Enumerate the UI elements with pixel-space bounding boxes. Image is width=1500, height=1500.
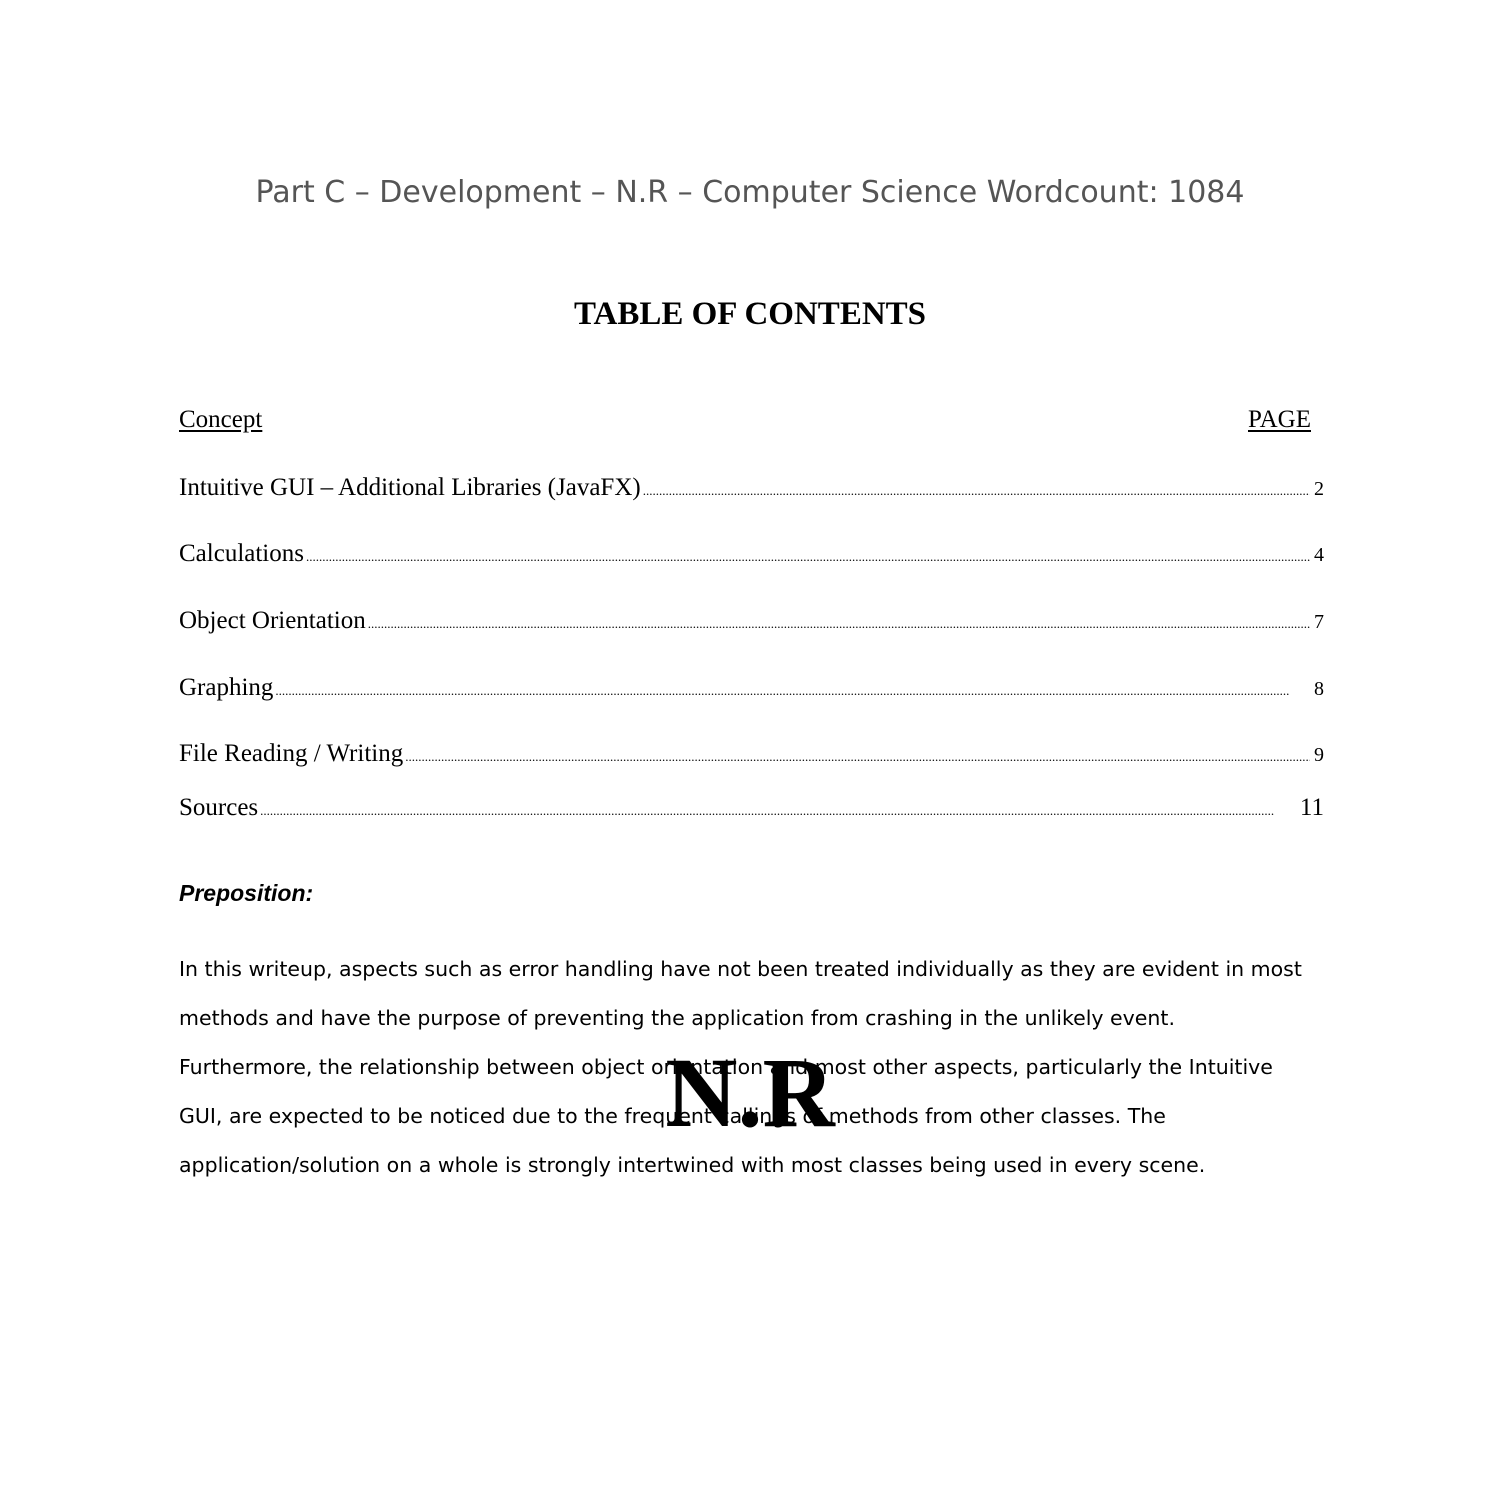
toc-entry-page: 7 <box>1314 611 1324 633</box>
toc-entry[interactable] <box>179 540 1324 568</box>
toc-leader-dots <box>306 549 1310 565</box>
toc-entry-label: Intuitive GUI – Additional Libraries (JavaFX) <box>179 474 641 501</box>
watermark: N.R <box>665 1037 835 1148</box>
preposition-line: methods and have the purpose of preventing the application from crashing in the unlikely event. <box>179 1006 1175 1030</box>
preposition-line: GUI, are expected to be noticed due to the frequent callings of methods from other classes. The <box>179 1104 1166 1128</box>
toc-leader-dots <box>405 749 1310 765</box>
preposition-line: In this writeup, aspects such as error handling have not been treated individually as they are evident in most <box>179 957 1302 981</box>
document-header: Part C – Development – N.R – Computer Science Wordcount: 1084 <box>255 175 1245 210</box>
toc-entry-page: 4 <box>1314 544 1324 566</box>
toc-entry[interactable] <box>179 740 1324 768</box>
toc-entry-label: File Reading / Writing <box>179 740 404 767</box>
preposition-title: Preposition: <box>179 880 314 906</box>
toc-entry[interactable] <box>179 674 1324 702</box>
toc-entry[interactable] <box>179 474 1324 502</box>
toc-entry-label: Calculations <box>179 540 304 567</box>
toc-title: TABLE OF CONTENTS <box>573 296 927 332</box>
toc-entry-label: Object Orientation <box>179 607 366 634</box>
toc-entry-page: 8 <box>1314 678 1324 700</box>
toc-entry[interactable] <box>179 794 1324 822</box>
preposition-line: Furthermore, the relationship between object orientation and most other aspects, particularly the Intuitive <box>179 1055 1273 1079</box>
toc-entry[interactable] <box>179 607 1324 635</box>
toc-entry-label: Sources <box>179 794 259 821</box>
toc-entry-page: 2 <box>1314 478 1324 500</box>
toc-entry-page: 11 <box>1299 794 1324 821</box>
toc-entry-label: Graphing <box>179 674 274 701</box>
toc-concept-heading: Concept <box>179 406 263 433</box>
toc-leader-dots <box>368 616 1310 632</box>
toc-leader-dots <box>643 483 1310 499</box>
preposition-body <box>179 945 1329 1190</box>
toc-entry-page: 9 <box>1314 744 1324 766</box>
toc-leader-dots <box>275 683 1310 699</box>
toc-page-heading: PAGE <box>1248 406 1311 433</box>
toc-leader-dots <box>260 803 1296 819</box>
preposition-line: application/solution on a whole is strongly intertwined with most classes being used in every scene. <box>179 1153 1206 1177</box>
